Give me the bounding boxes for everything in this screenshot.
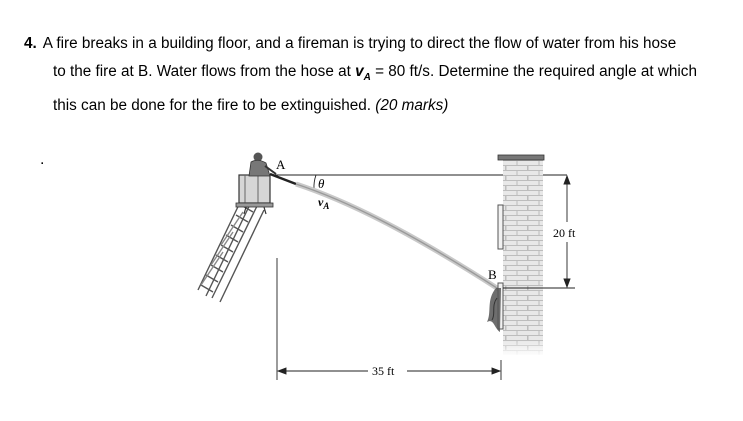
problem-line-3: this can be done for the fire to be extinguished. (20 marks) [53, 97, 449, 115]
label-B: B [488, 267, 497, 282]
label-A: A [276, 157, 286, 172]
problem-line-1: 4. A fire breaks in a building floor, and a fireman is trying to direct the flow of water from his hose [24, 35, 677, 52]
hose-nozzle [270, 174, 296, 184]
stray-bullet: . [40, 151, 45, 168]
problem-number: 4. [24, 35, 37, 52]
velocity-symbol: $v_A$ [355, 63, 371, 84]
problem-line-2: to the fire at B. Water flows from the hose at $v_A = 80$ ft/s. Determine the required angle at which [53, 63, 697, 84]
label-theta: θ [318, 176, 325, 191]
distance-dimension [277, 258, 501, 380]
marks-label: (20 marks) [375, 97, 449, 115]
label-velocity: $v_A$ [318, 195, 330, 211]
angle-theta-arc [314, 175, 316, 189]
water-stream [296, 184, 500, 290]
fire-truck-bucket [236, 175, 273, 214]
height-label: 20 ft [553, 226, 576, 240]
building-wall [498, 155, 544, 355]
fireman-icon [249, 153, 276, 177]
distance-label: 35 ft [372, 364, 395, 378]
